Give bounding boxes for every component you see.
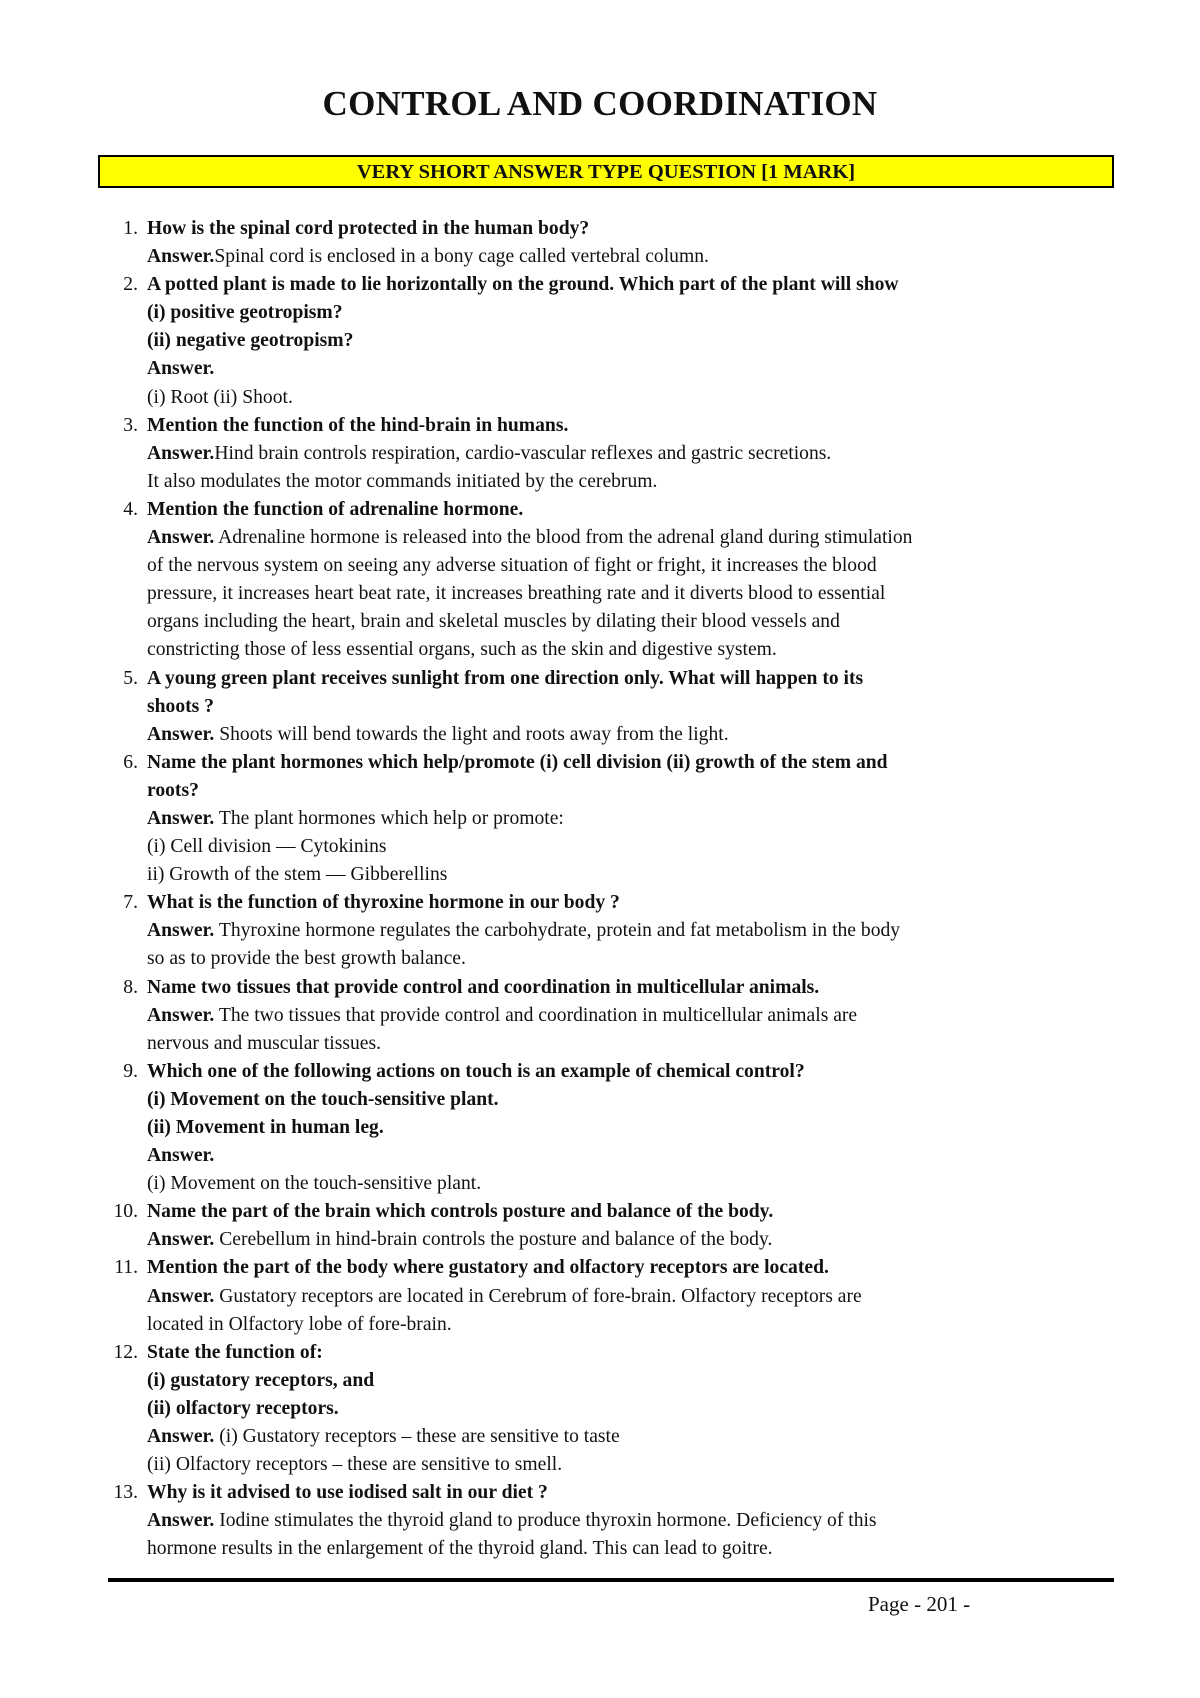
answer-block bbox=[147, 1142, 1113, 1198]
answer-label: Answer. bbox=[147, 1510, 215, 1532]
answer-line: of the nervous system on seeing any adverse situation of fight or fright, it increases the blood bbox=[147, 555, 877, 577]
question-item bbox=[108, 749, 1113, 889]
answer-text: The two tissues that provide control and coordination in multicellular animals are bbox=[214, 1004, 858, 1026]
answer-text: Iodine stimulates the thyroid gland to produce thyroxin hormone. Deficiency of this bbox=[214, 1510, 877, 1532]
question-number: 1. bbox=[123, 218, 138, 239]
question-line: (ii) Movement in human leg. bbox=[147, 1117, 384, 1138]
question-text bbox=[147, 215, 1113, 243]
footer-rule bbox=[108, 1578, 1114, 1582]
answer-text: Gustatory receptors are located in Cerebrum of fore-brain. Olfactory receptors are bbox=[214, 1285, 862, 1307]
answer-block bbox=[147, 1226, 1113, 1254]
answer-block bbox=[147, 1423, 1113, 1479]
answer-block bbox=[147, 1002, 1113, 1058]
question-item bbox=[108, 271, 1113, 411]
answer-first-line bbox=[147, 1283, 1113, 1311]
question-number: 2. bbox=[123, 274, 138, 296]
answer-first-line bbox=[147, 524, 1113, 552]
question-item bbox=[108, 889, 1113, 973]
question-text bbox=[147, 1254, 1113, 1282]
answer-block bbox=[147, 440, 1113, 496]
answer-line: (i) Movement on the touch-sensitive plant. bbox=[147, 1173, 482, 1195]
question-number: 9. bbox=[123, 1060, 138, 1082]
answer-label: Answer. bbox=[147, 807, 215, 829]
answer-first-line bbox=[147, 1226, 1113, 1254]
question-item bbox=[108, 412, 1113, 496]
answer-block bbox=[147, 721, 1113, 749]
answer-line: organs including the heart, brain and skeletal muscles by dilating their blood vessels and bbox=[147, 611, 840, 633]
question-text bbox=[147, 889, 1113, 917]
question-number: 4. bbox=[123, 498, 138, 520]
question-item bbox=[108, 1254, 1113, 1338]
answer-line: ii) Growth of the stem — Gibberellins bbox=[147, 864, 448, 886]
question-line: Name the part of the brain which controls posture and balance of the body. bbox=[147, 1201, 774, 1223]
answer-text: Shoots will bend towards the light and roots away from the light. bbox=[214, 723, 729, 745]
answer-first-line bbox=[147, 721, 1113, 749]
answer-first-line bbox=[147, 440, 1113, 468]
answer-text: Hind brain controls respiration, cardio-vascular reflexes and gastric secretions. bbox=[214, 442, 832, 464]
answer-block bbox=[147, 917, 1113, 973]
answer-first-line bbox=[147, 1142, 1113, 1170]
question-text bbox=[147, 271, 1113, 355]
answer-label: Answer. bbox=[147, 920, 215, 942]
answer-line: constricting those of less essential organs, such as the skin and digestive system. bbox=[147, 639, 777, 661]
question-line: (ii) negative geotropism? bbox=[147, 330, 354, 352]
answer-text: Thyroxine hormone regulates the carbohydrate, protein and fat metabolism in the body bbox=[214, 920, 901, 942]
question-line: What is the function of thyroxine hormone in our body ? bbox=[147, 892, 620, 914]
answer-label: Answer. bbox=[147, 1426, 215, 1448]
question-line: shoots ? bbox=[147, 695, 214, 717]
question-number: 7. bbox=[123, 892, 138, 914]
question-line: (i) gustatory receptors, and bbox=[147, 1369, 375, 1391]
answer-first-line bbox=[147, 1507, 1113, 1535]
answer-text: Adrenaline hormone is released into the blood from the adrenal gland during stimulation bbox=[214, 527, 913, 549]
answer-line: pressure, it increases heart beat rate, it increases breathing rate and it diverts blood to essential bbox=[147, 583, 886, 605]
answer-first-line bbox=[147, 917, 1113, 945]
question-line: Name two tissues that provide control and coordination in multicellular animals. bbox=[147, 976, 820, 998]
question-text bbox=[147, 412, 1113, 440]
answer-first-line bbox=[147, 1002, 1113, 1030]
answer-first-line bbox=[147, 243, 1113, 271]
question-number: 13. bbox=[113, 1482, 138, 1504]
question-line: How is the spinal cord protected in the human body? bbox=[147, 218, 590, 239]
answer-line: located in Olfactory lobe of fore-brain. bbox=[147, 1313, 452, 1335]
question-item bbox=[108, 974, 1113, 1058]
question-line: Mention the part of the body where gustatory and olfactory receptors are located. bbox=[147, 1257, 829, 1279]
answer-block bbox=[147, 1283, 1113, 1339]
answer-block bbox=[147, 1507, 1113, 1563]
page-number: Page - 201 - bbox=[868, 1592, 971, 1616]
question-item bbox=[108, 215, 1113, 271]
question-text bbox=[147, 496, 1113, 524]
answer-line: hormone results in the enlargement of the thyroid gland. This can lead to goitre. bbox=[147, 1538, 773, 1560]
section-heading-banner: VERY SHORT ANSWER TYPE QUESTION [1 MARK] bbox=[98, 155, 1114, 188]
question-line: (ii) olfactory receptors. bbox=[147, 1397, 339, 1419]
answer-block bbox=[147, 243, 1113, 271]
answer-line: so as to provide the best growth balance. bbox=[147, 948, 466, 970]
question-number: 3. bbox=[123, 414, 138, 436]
question-number: 12. bbox=[113, 1341, 138, 1363]
question-item bbox=[108, 1058, 1113, 1198]
answer-text: Spinal cord is enclosed in a bony cage called vertebral column. bbox=[214, 246, 709, 268]
question-number: 11. bbox=[114, 1257, 138, 1279]
question-text bbox=[147, 1479, 1113, 1507]
answer-line: (i) Root (ii) Shoot. bbox=[147, 386, 293, 408]
question-list bbox=[108, 215, 1113, 1564]
question-line: Which one of the following actions on touch is an example of chemical control? bbox=[147, 1060, 805, 1082]
answer-line: nervous and muscular tissues. bbox=[147, 1032, 381, 1054]
answer-text: The plant hormones which help or promote: bbox=[214, 807, 564, 829]
question-number: 8. bbox=[123, 976, 138, 998]
question-item bbox=[108, 665, 1113, 749]
answer-label: Answer. bbox=[147, 1229, 215, 1251]
answer-label: Answer. bbox=[147, 1285, 215, 1307]
answer-label: Answer. bbox=[147, 527, 215, 549]
answer-first-line bbox=[147, 1423, 1113, 1451]
question-line: A potted plant is made to lie horizontally on the ground. Which part of the plant will show bbox=[147, 274, 899, 296]
question-line: State the function of: bbox=[147, 1341, 323, 1363]
question-line: Name the plant hormones which help/promote (i) cell division (ii) growth of the stem and bbox=[147, 751, 888, 773]
question-item bbox=[108, 1198, 1113, 1254]
question-line: (i) positive geotropism? bbox=[147, 302, 343, 324]
answer-label: Answer. bbox=[147, 358, 215, 380]
question-text bbox=[147, 974, 1113, 1002]
answer-first-line bbox=[147, 355, 1113, 383]
answer-label: Answer. bbox=[147, 442, 215, 464]
answer-line: (i) Cell division — Cytokinins bbox=[147, 836, 387, 858]
question-number: 10. bbox=[113, 1201, 138, 1223]
question-text bbox=[147, 1198, 1113, 1226]
question-text bbox=[147, 1339, 1113, 1423]
answer-text: Cerebellum in hind-brain controls the posture and balance of the body. bbox=[214, 1229, 773, 1251]
answer-label: Answer. bbox=[147, 1004, 215, 1026]
question-line: Mention the function of adrenaline hormone. bbox=[147, 498, 524, 520]
question-item bbox=[108, 1339, 1113, 1479]
answer-line: (ii) Olfactory receptors – these are sensitive to smell. bbox=[147, 1454, 563, 1476]
answer-text: (i) Gustatory receptors – these are sensitive to taste bbox=[214, 1426, 620, 1448]
answer-line: It also modulates the motor commands initiated by the cerebrum. bbox=[147, 470, 658, 492]
answer-block bbox=[147, 805, 1113, 889]
question-line: roots? bbox=[147, 779, 199, 801]
question-line: A young green plant receives sunlight from one direction only. What will happen to its bbox=[147, 667, 864, 689]
question-text bbox=[147, 665, 1113, 721]
page-title: CONTROL AND COORDINATION bbox=[322, 84, 878, 123]
answer-first-line bbox=[147, 805, 1113, 833]
answer-label: Answer. bbox=[147, 723, 215, 745]
question-text bbox=[147, 749, 1113, 805]
question-item bbox=[108, 1479, 1113, 1563]
answer-label: Answer. bbox=[147, 246, 215, 268]
question-line: Mention the function of the hind-brain in humans. bbox=[147, 414, 569, 436]
question-line: Why is it advised to use iodised salt in our diet ? bbox=[147, 1482, 548, 1504]
answer-block bbox=[147, 355, 1113, 411]
question-number: 6. bbox=[123, 751, 138, 773]
answer-block bbox=[147, 524, 1113, 664]
answer-label: Answer. bbox=[147, 1145, 215, 1167]
question-item bbox=[108, 496, 1113, 665]
question-line: (i) Movement on the touch-sensitive plant. bbox=[147, 1088, 499, 1110]
question-number: 5. bbox=[123, 667, 138, 689]
question-text bbox=[147, 1058, 1113, 1142]
